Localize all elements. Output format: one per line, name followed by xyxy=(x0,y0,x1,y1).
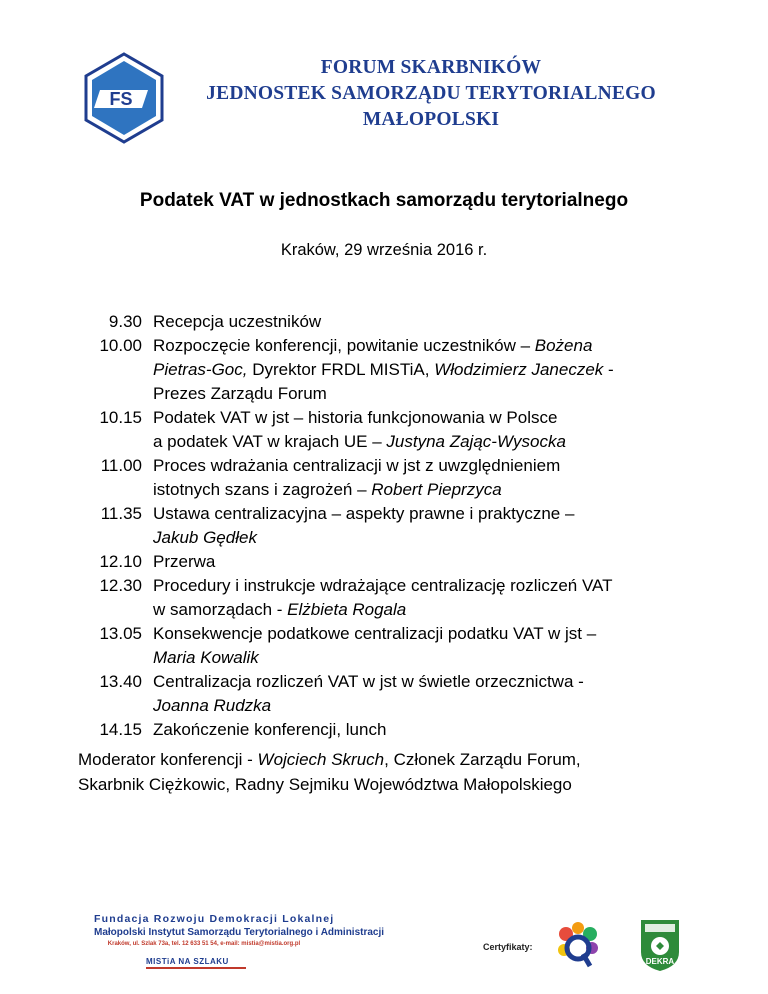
speaker-name: Bożena xyxy=(534,336,593,355)
agenda-line xyxy=(153,646,693,670)
agenda-item xyxy=(78,550,698,574)
agenda-line xyxy=(153,454,693,478)
agenda-description xyxy=(153,454,693,502)
agenda-line xyxy=(153,718,693,742)
agenda-text: istotnych szans i zagrożeń – xyxy=(153,480,372,499)
agenda-description xyxy=(153,502,693,550)
agenda-line xyxy=(153,310,693,334)
moderator-name: Wojciech Skruch xyxy=(257,750,385,769)
agenda-item xyxy=(78,574,698,622)
agenda-description xyxy=(153,670,693,718)
agenda-description xyxy=(153,334,693,406)
agenda-description xyxy=(153,622,693,670)
agenda-item xyxy=(78,622,698,670)
agenda-line xyxy=(153,406,693,430)
agenda-text: - xyxy=(603,360,614,379)
org-line-3: MAŁOPOLSKI xyxy=(362,109,500,130)
agenda-item xyxy=(78,502,698,550)
agenda-text: a podatek VAT w krajach UE – xyxy=(153,432,387,451)
speaker-name: Jakub Gędłek xyxy=(153,528,257,547)
moderator-line-2: Skarbnik Ciężkowic, Radny Sejmiku Województwa Małopolskiego xyxy=(78,775,572,794)
agenda-text: Zakończenie konferencji, lunch xyxy=(153,720,387,739)
logo-text: FS xyxy=(109,89,133,109)
agenda-item xyxy=(78,670,698,718)
agenda-line xyxy=(153,430,693,454)
agenda-time: 12.10 xyxy=(99,552,142,571)
agenda-time: 10.15 xyxy=(99,408,142,427)
certificates-label: Certyfikaty: xyxy=(483,942,533,952)
footer-organization xyxy=(94,913,385,969)
org-line-2: JEDNOSTEK SAMORZĄDU TERYTORIALNEGO xyxy=(206,83,656,104)
agenda-line xyxy=(153,670,693,694)
agenda-time: 9.30 xyxy=(108,312,142,331)
agenda-text: Podatek VAT w jst – historia funkcjonowania w Polsce xyxy=(153,408,558,427)
agenda-description xyxy=(153,550,693,574)
agenda-line xyxy=(153,526,693,550)
agenda-line xyxy=(153,478,693,502)
agenda-line xyxy=(153,598,693,622)
dekra-certificate-icon xyxy=(637,918,683,972)
agenda-description xyxy=(153,574,693,622)
organization-name xyxy=(196,55,666,133)
moderator-role: , Członek Zarządu Forum, xyxy=(384,750,581,769)
quality-certificate-icon xyxy=(556,922,600,970)
agenda-line xyxy=(153,358,693,382)
agenda-item xyxy=(78,310,698,334)
agenda-description xyxy=(153,406,693,454)
agenda-line xyxy=(153,334,693,358)
agenda-line xyxy=(153,694,693,718)
footer-org-line-2: Małopolski Instytut Samorządu Terytorialnego i Administracji xyxy=(94,927,385,938)
forum-logo-icon xyxy=(78,52,170,144)
speaker-name: Pietras-Goc, xyxy=(153,360,248,379)
agenda-list xyxy=(78,310,698,742)
speaker-name: Maria Kowalik xyxy=(153,648,259,667)
agenda-text: Centralizacja rozliczeń VAT w jst w świetle orzecznictwa - xyxy=(153,672,584,691)
agenda-time: 11.00 xyxy=(100,456,142,475)
agenda-time: 13.40 xyxy=(99,672,142,691)
agenda-text: Procedury i instrukcje wdrażające centralizację rozliczeń VAT xyxy=(153,576,613,595)
org-line-1: FORUM SKARBNIKÓW xyxy=(320,57,542,78)
agenda-item xyxy=(78,334,698,406)
footer-org-address: Kraków, ul. Szlak 73a, tel. 12 633 51 54, e-mail: mistia@mistia.org.pl xyxy=(107,941,301,947)
agenda-text: Rozpoczęcie konferencji, powitanie uczestników – xyxy=(153,336,535,355)
agenda-text: Prezes Zarządu Forum xyxy=(153,384,327,403)
agenda-time: 12.30 xyxy=(99,576,142,595)
moderator-line-1 xyxy=(78,747,718,772)
speaker-name: Joanna Rudzka xyxy=(153,696,272,715)
speaker-name: Justyna Zając-Wysocka xyxy=(386,432,566,451)
agenda-text: Dyrektor FRDL MISTiA, xyxy=(247,360,435,379)
agenda-text: Proces wdrażania centralizacji w jst z uwzględnieniem xyxy=(153,456,561,475)
conference-title: Podatek VAT w jednostkach samorządu terytorialnego xyxy=(139,190,629,211)
agenda-line xyxy=(153,502,693,526)
speaker-name: Włodzimierz Janeczek xyxy=(434,360,604,379)
agenda-text: Przerwa xyxy=(153,552,216,571)
agenda-time: 14.15 xyxy=(99,720,142,739)
moderator-prefix: Moderator konferencji - xyxy=(78,750,258,769)
agenda-text: Recepcja uczestników xyxy=(153,312,322,331)
agenda-time: 10.00 xyxy=(99,336,142,355)
agenda-line xyxy=(153,622,693,646)
agenda-line xyxy=(153,382,693,406)
document-header xyxy=(0,40,768,150)
agenda-text: Ustawa centralizacyjna – aspekty prawne i praktyczne – xyxy=(153,504,575,523)
agenda-text: w samorządach - xyxy=(153,600,288,619)
moderator-info xyxy=(78,747,718,797)
agenda-description xyxy=(153,310,693,334)
agenda-line xyxy=(153,550,693,574)
agenda-line xyxy=(153,574,693,598)
agenda-time: 13.05 xyxy=(99,624,142,643)
agenda-item xyxy=(78,454,698,502)
agenda-description xyxy=(153,718,693,742)
agenda-text: Konsekwencje podatkowe centralizacji podatku VAT w jst – xyxy=(153,624,597,643)
conference-date: Kraków, 29 września 2016 r. xyxy=(280,241,488,259)
speaker-name: Robert Pieprzyca xyxy=(371,480,502,499)
dekra-text: DEKRA xyxy=(645,957,675,966)
footer-org-line-1: Fundacja Rozwoju Demokracji Lokalnej xyxy=(94,913,335,925)
agenda-time: 11.35 xyxy=(100,504,142,523)
agenda-item xyxy=(78,406,698,454)
speaker-name: Elżbieta Rogala xyxy=(287,600,407,619)
agenda-item xyxy=(78,718,698,742)
footer-org-brand: MISTiA NA SZLAKU xyxy=(146,957,246,969)
